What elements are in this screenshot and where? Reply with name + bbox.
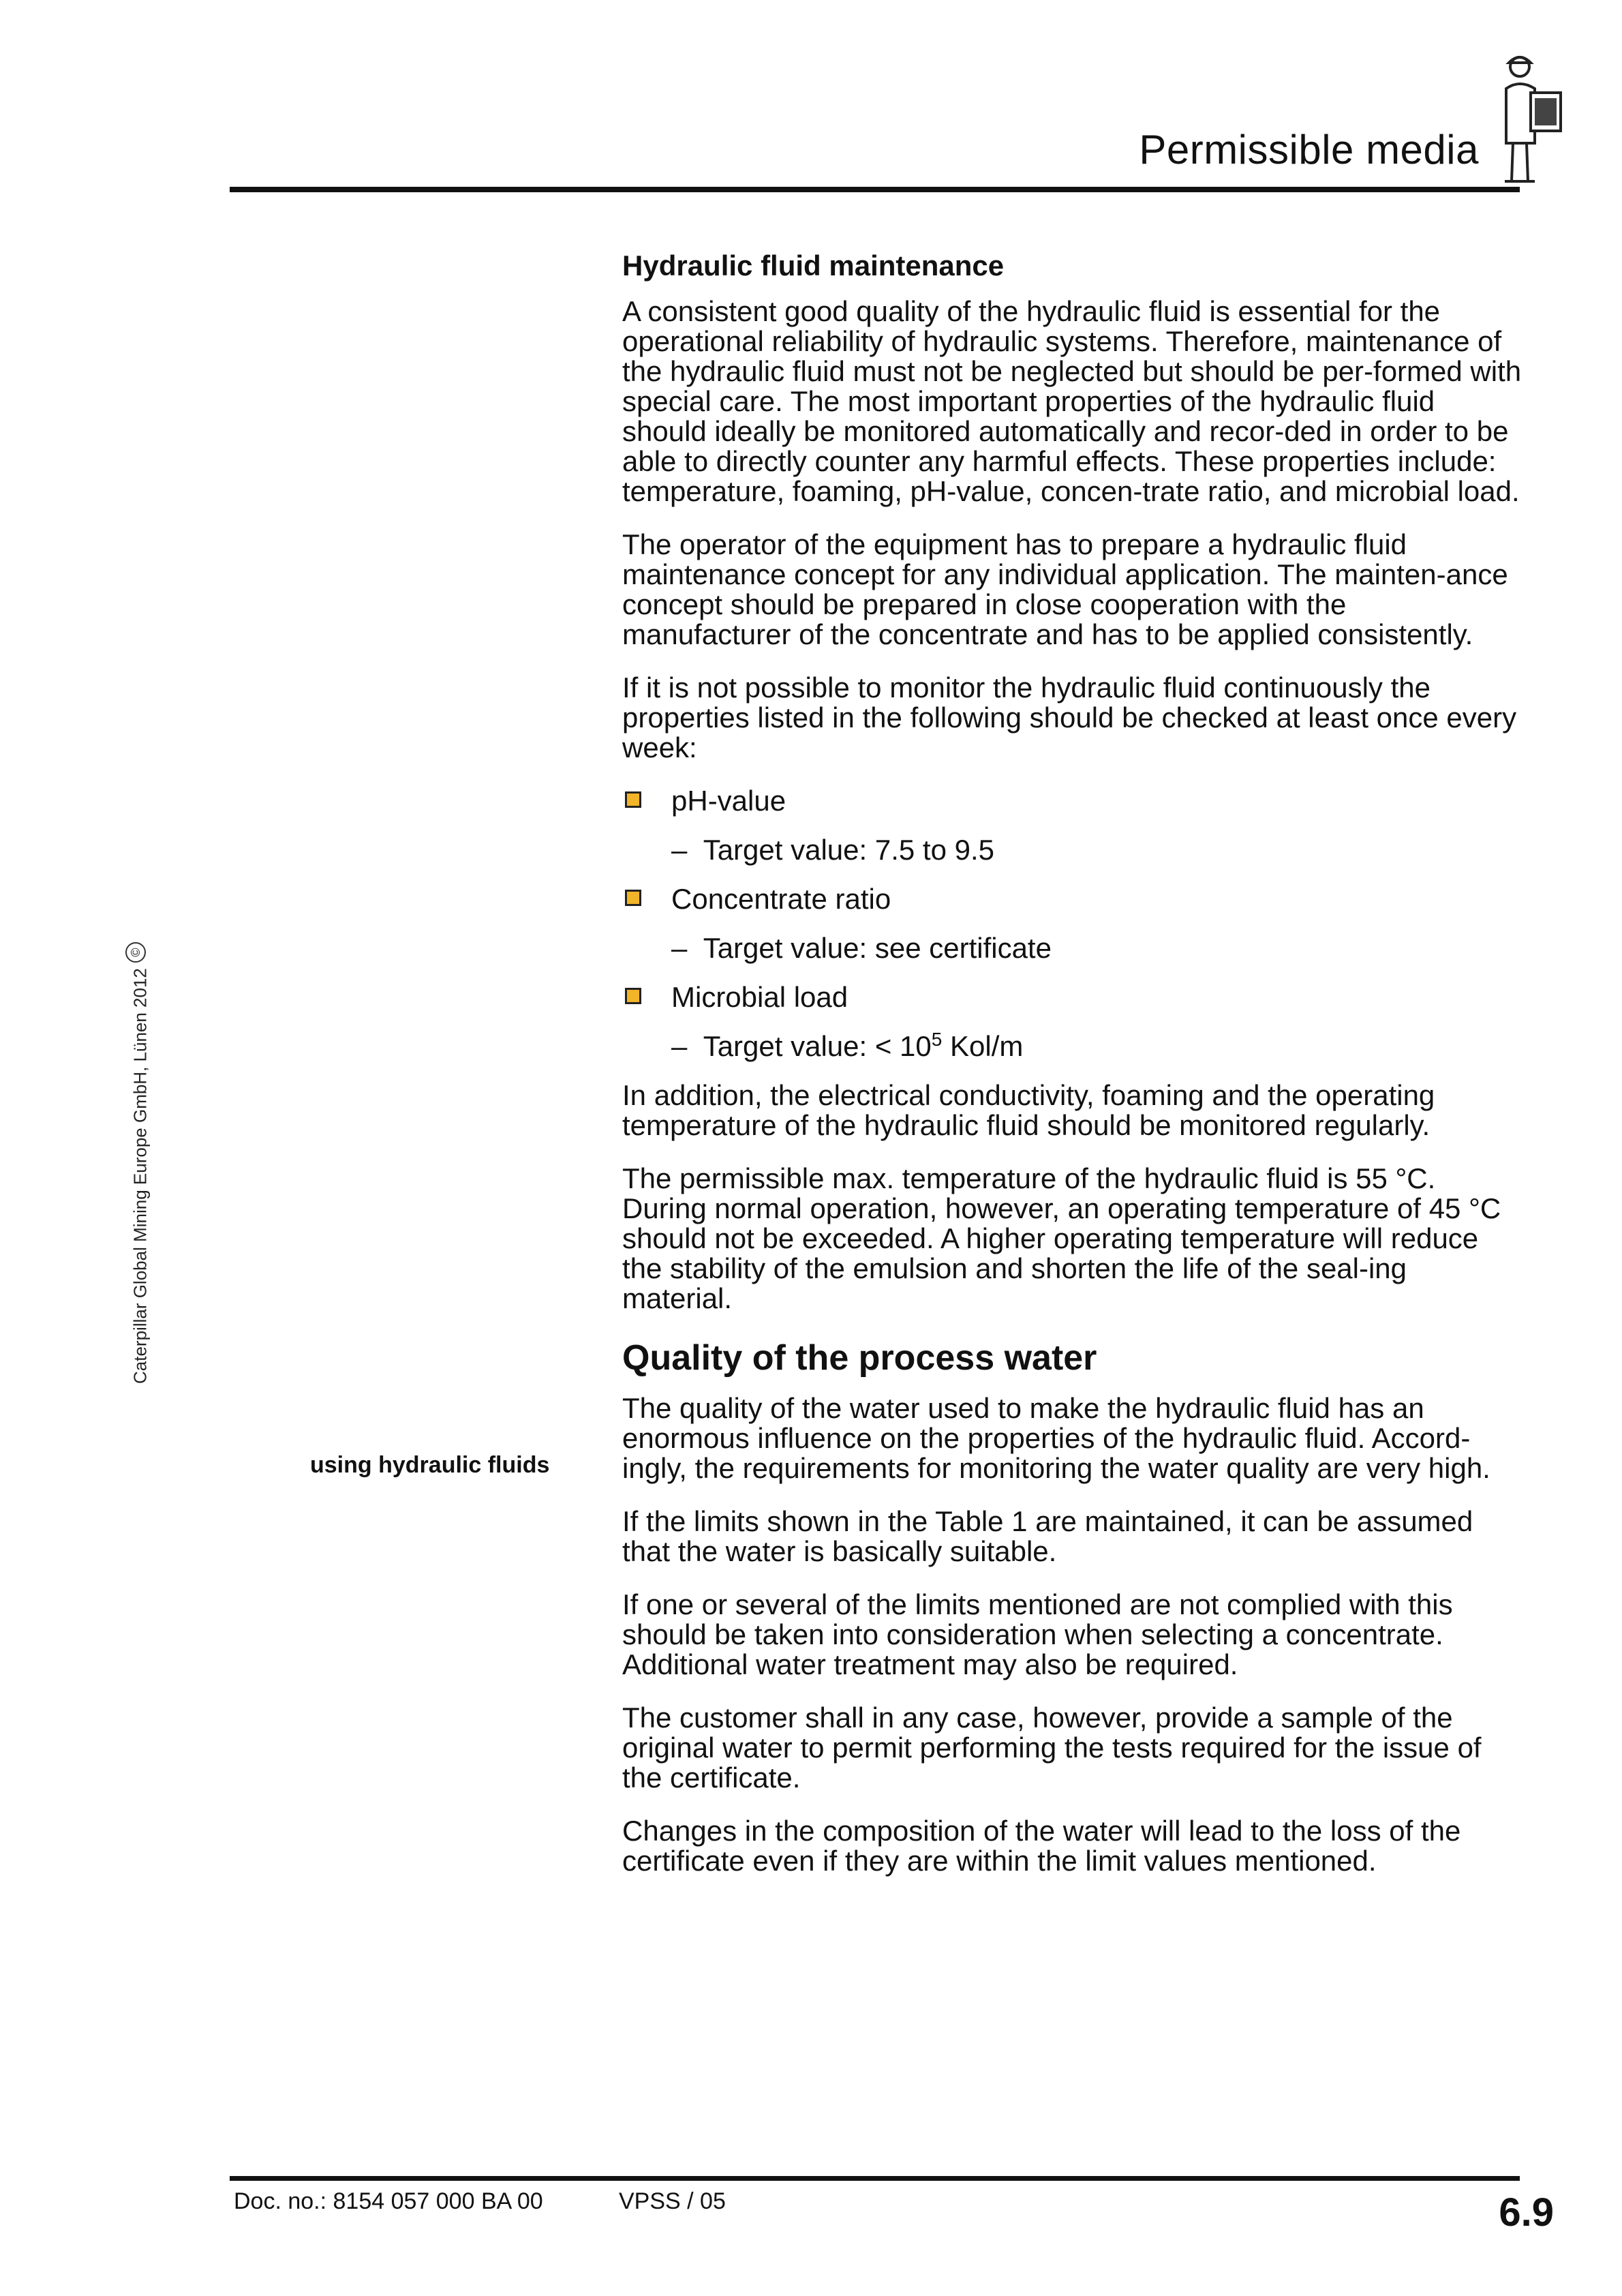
product-code: VPSS / 05 [619,2188,726,2214]
paragraph: If it is not possible to monitor the hydraulic fluid continuously the properties listed in the following should be checked at least once every week: [622,671,1517,764]
paragraph: In addition, the electrical conductivity, foaming and the operating temperature of the hydraulic fluid should be monitored regularly. [622,1079,1435,1142]
paragraph: If one or several of the limits mentioned are not complied with this should be taken into consideration when selecting a concentrate. Additional water treatment may also be required. [622,1588,1453,1680]
checklist-target: – Target value: < $10^5$ Kol/m [671,1029,1024,1063]
checklist-label: pH-value [671,785,786,817]
header-rule [230,187,1520,192]
margin-note: using hydraulic fluids [310,1452,550,1478]
paragraph: The operator of the equipment has to prepare a hydraulic fluid maintenance concept for any individual application. The mainten-ance concept should be prepared in close cooperation with the manufacturer of the concentrate and has to be applied consistently. [622,528,1508,651]
property-checklist [622,786,1522,1061]
checklist-item-microbial [622,982,1522,1012]
target-exponent: 5 [931,1029,943,1051]
target-text: Target value: < 10 [703,1030,932,1063]
copyright-symbol: © [125,942,146,963]
page-title: Permissible media [1139,127,1479,172]
copyright-text: Caterpillar Global Mining Europe GmbH, Lünen 2012 [129,968,151,1384]
checklist-target: – Target value: see certificate [671,932,1052,965]
square-bullet-icon [625,890,641,906]
paragraph: If the limits shown in the Table 1 are maintained, it can be assumed that the water is basically suitable. [622,1505,1473,1567]
copyright-notice [125,942,151,1384]
square-bullet-icon [625,988,641,1004]
subheading-fluid-maintenance: Hydraulic fluid maintenance [622,250,1005,282]
checklist-label: Concentrate ratio [671,883,891,916]
target-text: Target value: 7.5 to 9.5 [703,834,994,866]
target-unit: Kol/m [942,1030,1024,1063]
checklist-item-ph [622,786,1522,816]
square-bullet-icon [625,791,641,808]
checklist-item-concentrate [622,884,1522,914]
paragraph: The customer shall in any case, however, provide a sample of the original water to permit performing the tests required for the issue of the certificate. [622,1701,1482,1794]
paragraph: A consistent good quality of the hydraulic fluid is essential for the operational reliability of hydraulic systems. Therefore, maintenance of the hydraulic fluid must not be neglected but should be per-formed with special care. The most important properties of the hydraulic fluid should ideally be monitored automatically and recor-ded in order to be able to directly counter any harmful effects. These properties include: temperature, foaming, pH-value, concen-trate ratio, and microbial load. [622,295,1522,508]
main-content [622,249,1522,1899]
target-text: Target value: see certificate [703,932,1052,965]
paragraph: Changes in the composition of the water will lead to the loss of the certificate even if they are within the limit values mentioned. [622,1814,1461,1877]
document-number: Doc. no.: 8154 057 000 BA 00 [234,2188,543,2214]
checklist-label: Microbial load [671,981,848,1014]
paragraph: The permissible max. temperature of the hydraulic fluid is 55 °C. During normal operation, however, an operating temperature of 45 °C should not be exceeded. A higher operating temperature will reduce the stability of the emulsion and shorten the life of the seal-ing material. [622,1162,1501,1315]
worker-with-clipboard-icon [1486,48,1574,184]
paragraph: The quality of the water used to make the hydraulic fluid has an enormous influence on the properties of the hydraulic fluid. Accord-ingly, the requirements for monitoring the water quality are very high. [622,1391,1490,1484]
checklist-target: – Target value: 7.5 to 9.5 [671,834,994,866]
page-number: 6.9 [1499,2190,1554,2235]
section-heading-process-water: Quality of the process water [622,1338,1097,1378]
footer-rule [230,2176,1520,2181]
